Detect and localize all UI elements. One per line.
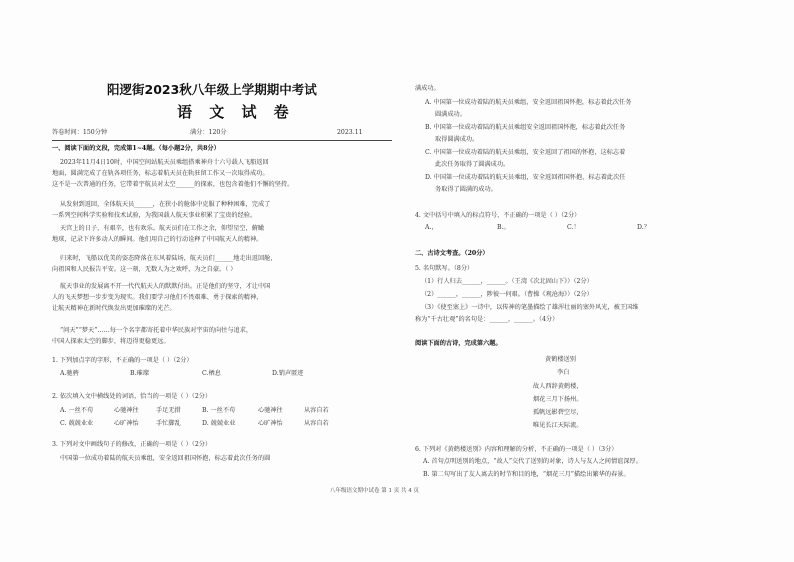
passage-line: 地面，圆满完成了在轨各项任务，标志着航天员在轨驻留工作又一次取得成功。: [52, 170, 269, 177]
q5-item-3[interactable]: （3）《使至塞上》一诗中，以传神的笔墨描绘了雄浑壮丽的塞外风光，被王国维: [421, 304, 639, 311]
continued-line: 满成功。: [415, 85, 440, 92]
q2-option-c[interactable]: C. 兢兢业业: [60, 420, 94, 427]
q4-option-d[interactable]: D.？: [637, 224, 650, 231]
question-6: 6. 下列对《黄鹤楼送别》内容和理解的分析，不正确的一项是（ ）（3分）: [415, 446, 618, 453]
header-rule: [52, 140, 392, 141]
passage-line: 让航天精神在新时代焕发出更加璀璨的光芒。: [52, 305, 176, 312]
question-5: 5. 名句默写。（8分）: [415, 265, 474, 272]
q5-item-3-cont[interactable]: 称为“千古壮观”的名句是：______，______。（4分）: [415, 316, 559, 323]
question-3: 3. 下列对文中画线句子的修改，正确的一项是（ ）（2分）: [52, 441, 212, 448]
q3-option-d[interactable]: D. 中国第一位成功着陆的航天员乘组，安全返回祖国怀抱，标志着此次任: [425, 174, 626, 181]
poem-line: 孤帆远影碧空尽，: [533, 409, 583, 416]
passage-line: 地球，记录下许多动人的瞬间。他们用自己的行动诠释了中国航天人的精神。: [52, 236, 263, 243]
q4-option-c[interactable]: C.！: [567, 224, 580, 231]
date-label: 2023.11: [337, 129, 363, 136]
poem-line: 故人西辞黄鹤楼，: [533, 383, 583, 390]
q6-option-b[interactable]: B. 第二句写出了友人离去的时节和目的地，“烟花三月”描绘出繁华的春景。: [423, 471, 630, 478]
exam-title: 阳逻街2023秋八年级上学期期中考试: [107, 82, 317, 97]
q3-option-d-cont: 务取得了圆满的成功。: [435, 186, 497, 193]
question-4: 4. 文中括号中填入的标点符号，不正确的一项是（ ）（2分）: [415, 212, 581, 219]
q2-option-b[interactable]: B. 一丝不苟: [202, 407, 236, 414]
q2-option-d[interactable]: D. 兢兢业业: [202, 420, 236, 427]
poem-title: 黄鹤楼送别: [545, 356, 576, 363]
section2-heading: 二、古诗文考查。（20分）: [415, 250, 489, 257]
passage-line: 航天事业的发展离不开一代代航天人的默默付出。正是他们的坚守，才让中国: [60, 283, 271, 290]
passage-line: 归来时，飞船以优美的姿态降落在东风着陆场，航天员们______地走出返回舱，: [60, 255, 277, 262]
passage-line: 天宫上的日子，有艰辛，也有欢乐。航天员们在工作之余，仰望星空，俯瞰: [60, 225, 265, 232]
q4-option-b[interactable]: B.。: [497, 224, 510, 231]
q2-option-d-word2: 心旷神怡: [258, 420, 283, 427]
q1-option-d[interactable]: D.销声匿迹: [272, 370, 304, 377]
q2-option-a-word3: 手足无措: [156, 407, 181, 414]
q2-option-a-word2: 心驰神往: [114, 407, 139, 414]
time-label: 答卷时间：150分钟: [52, 129, 108, 136]
reading-heading: 阅读下面的古诗，完成第六题。: [415, 340, 502, 347]
passage-line: 一系列空间科学实验和技术试验，为我国载人航天事业积累了宝贵的经验。: [52, 212, 257, 219]
q2-option-b-word3: 从容自若: [304, 407, 329, 414]
q1-option-c[interactable]: C.栖息: [202, 370, 221, 377]
passage-line: 从发射到返回，全体航天员______，在狭小的舱体中克服了种种困难，完成了: [60, 201, 271, 208]
passage-line: 这不是一次普通的任务，它带着宇航员对太空______的探索，也包含着他们不懈的坚持。: [52, 181, 294, 188]
q1-option-a[interactable]: A.驰骋: [60, 370, 79, 377]
exam-subject: 语 文 试 卷: [177, 103, 295, 121]
score-label: 满分：120分: [190, 129, 227, 136]
q2-option-c-word2: 心旷神怡: [114, 420, 139, 427]
q5-item-2[interactable]: （2）______，______，陟彼一何艰。（曹操《观沧海》）（2分）: [421, 291, 593, 298]
passage-line: 2023年11月4日10时，中国空间站航天员乘组搭乘神舟十六号载人飞船返回: [60, 159, 269, 166]
q3-option-c-cont: 此次任务取得了圆满成功。: [435, 161, 510, 168]
q3-option-b[interactable]: B. 中国第一位成功着陆的航天员乘组安全返回祖国怀抱，标志着此次任务: [425, 124, 626, 131]
poem-line: 烟花三月下扬州。: [533, 396, 583, 403]
q4-option-a[interactable]: A.，: [425, 224, 438, 231]
q6-option-a[interactable]: A. 首句点明送别的地点，“故人”交代了送别的对象，诗人与友人之间情谊深厚。: [423, 458, 642, 465]
poem-line: 唯见长江天际流。: [533, 422, 583, 429]
q3-option-b-cont: 取得圆满成功。: [435, 136, 479, 143]
poem-author: 李白: [557, 369, 570, 376]
q3-option-c[interactable]: C. 中国第一位成功着陆的航天员乘组，安全返回了祖国的怀抱，这标志着: [425, 149, 626, 156]
q3-text: 中国第一位成功着陆的航天员乘组，安全返回祖国怀抱，标志着此次任务的圆: [60, 455, 271, 462]
passage-line: 人的飞天梦想一步步变为现实。我们要学习他们不畏艰难、勇于探索的精神，: [52, 294, 263, 301]
section1-heading: 一、阅读下面的文段，完成第1~4题。（每小题2分，共8分）: [52, 145, 220, 152]
passage-line: 向祖国和人民报告平安。这一刻，无数人为之欢呼，为之自豪。（ ）: [52, 266, 237, 273]
passage-line: “问天”“梦天”……每一个名字都寄托着中华民族对宇宙的向往与追求，: [60, 327, 253, 334]
q2-option-b-word2: 心驰神往: [258, 407, 283, 414]
q2-option-c-word3: 手忙脚乱: [156, 420, 181, 427]
q2-option-d-word3: 从容自若: [304, 420, 329, 427]
q3-option-a-cont: 圆满成功。: [435, 111, 466, 118]
question-1: 1. 下列加点字的字形，不正确的一项是（ ）（2分）: [52, 357, 193, 364]
question-2: 2. 依次填入文中横线处的词语，恰当的一项是（ ）（2分）: [52, 393, 212, 400]
passage-line: 中国人探索太空的脚步，将迈得更稳更远。: [52, 338, 170, 345]
q1-option-b[interactable]: B.璀璨: [130, 370, 149, 377]
q3-option-a[interactable]: A. 中国第一位成功着陆的航天员乘组，安全返回祖国怀抱，标志着此次任务: [425, 99, 632, 106]
q2-option-a[interactable]: A. 一丝不苟: [60, 407, 94, 414]
q5-item-1[interactable]: （1）行人归去______，______。（王湾《次北固山下》）（2分）: [421, 278, 593, 285]
page-footer: 八年级语文期中试卷 第 1 页 共 4 页: [330, 488, 419, 494]
